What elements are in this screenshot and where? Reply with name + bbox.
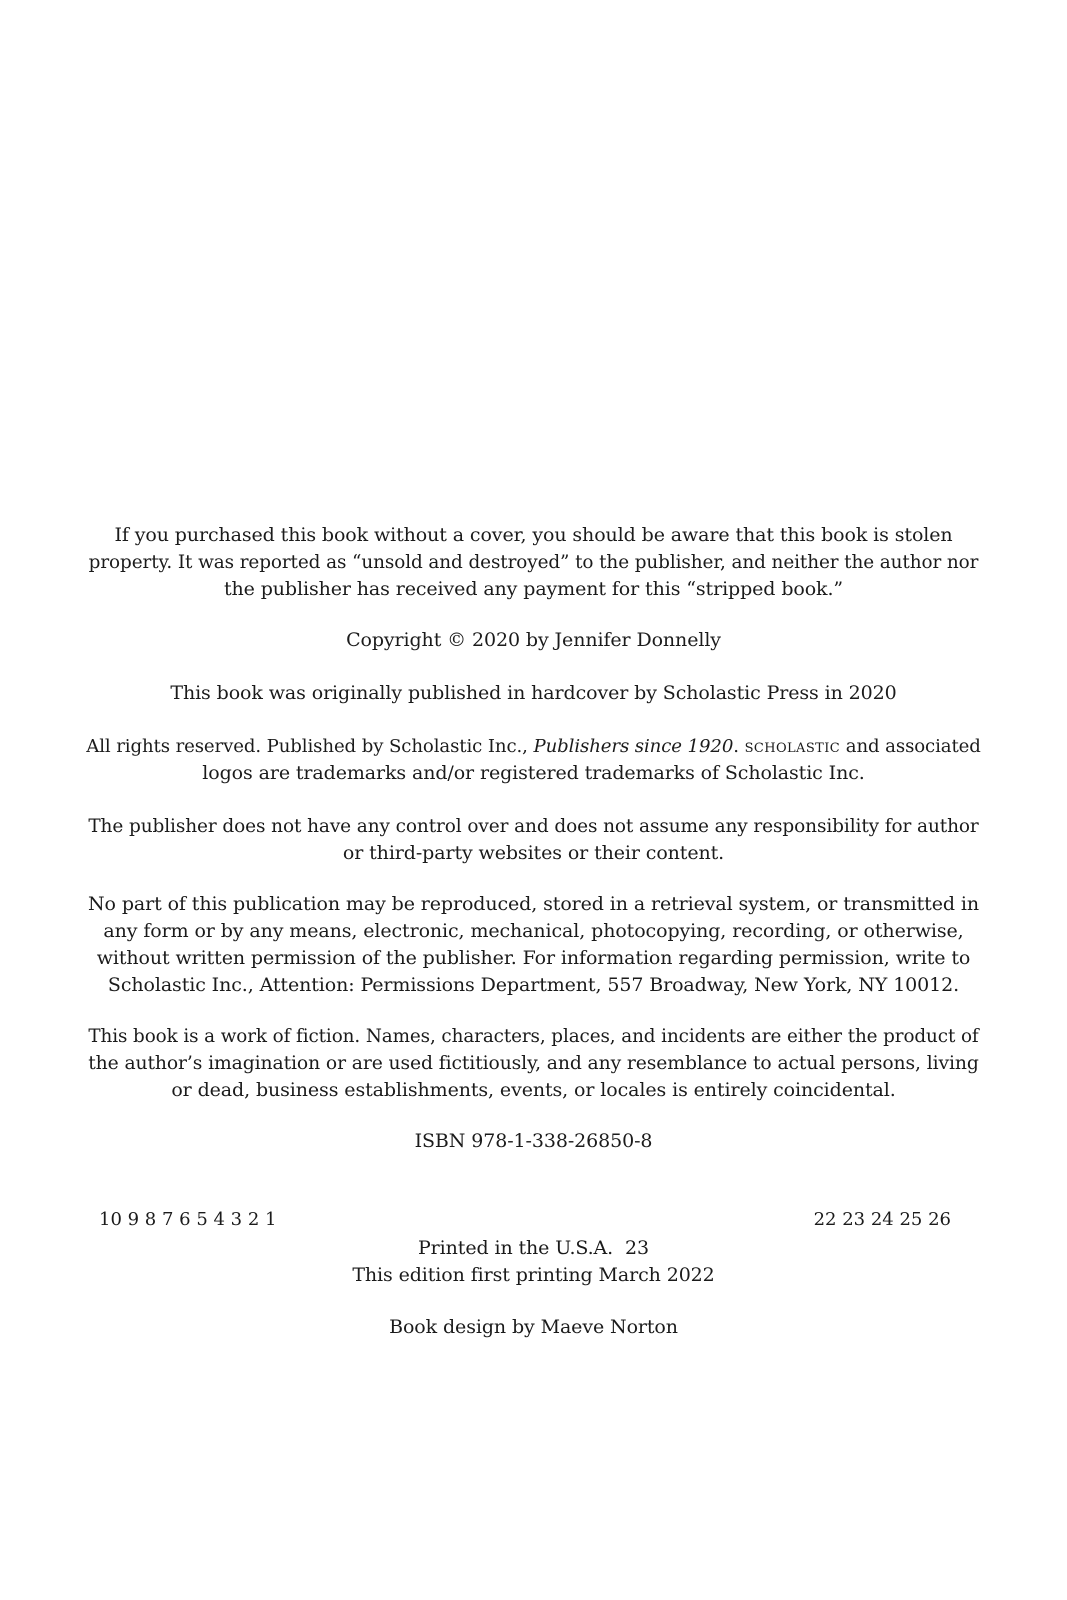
reproduction-line: without written permission of the publisher. For information regarding permission, write to [96, 947, 971, 969]
scholastic-trademark: scholastic [744, 736, 841, 757]
original-publication [86, 680, 981, 707]
original-publication-text: This book was originally published in hardcover by Scholastic Press in 2020 [170, 682, 897, 704]
design-credit-text: Book design by Maeve Norton [389, 1316, 678, 1338]
fiction-line: This book is a work of fiction. Names, characters, places, and incidents are either the product of [88, 1026, 979, 1047]
stolen-book-notice [86, 522, 981, 603]
notice-line: the publisher has received any payment for this “stripped book.” [223, 578, 844, 600]
printed-in-line: Printed in the U.S.A. 23 [418, 1237, 649, 1259]
isbn [86, 1128, 981, 1155]
disclaimer-line: or third-party websites or their content. [342, 842, 725, 864]
fiction-line: the author’s imagination or are used fictitiously, and any resemblance to actual persons, living [88, 1053, 979, 1074]
fiction-disclaimer [86, 1023, 981, 1104]
book-design-credit [86, 1314, 981, 1341]
copyright-line [86, 627, 981, 654]
rights-text: All rights reserved. Published by Scholastic Inc., [86, 736, 534, 757]
publishers-since-tagline: Publishers since 1920 [533, 736, 734, 757]
third-party-disclaimer [86, 813, 981, 867]
reproduction-notice [86, 891, 981, 999]
rights-text: and associated [840, 736, 981, 757]
reproduction-line: Scholastic Inc., Attention: Permissions Department, 557 Broadway, New York, NY 10012. [107, 974, 960, 996]
fiction-line: or dead, business establishments, events, or locales is entirely coincidental. [171, 1079, 896, 1101]
printing-year-line: 22 23 24 25 26 [813, 1209, 951, 1230]
rights-separator: . [733, 736, 745, 757]
rights-line-2: logos are trademarks and/or registered trademarks of Scholastic Inc. [202, 762, 865, 784]
edition-line: This edition first printing March 2022 [352, 1264, 715, 1286]
reproduction-line: No part of this publication may be reproduced, stored in a retrieval system, or transmitted in [88, 893, 979, 915]
notice-line: If you purchased this book without a cover, you should be aware that this book is stolen [114, 524, 953, 546]
disclaimer-line: The publisher does not have any control over and does not assume any responsibility for author [88, 816, 979, 837]
printing-info [86, 1235, 981, 1289]
notice-line: property. It was reported as “unsold and destroyed” to the publisher, and neither the author nor [88, 552, 979, 573]
printing-number-line: 10 9 8 7 6 5 4 3 2 1 [99, 1209, 277, 1230]
copyright-text: Copyright © 2020 by Jennifer Donnelly [346, 629, 721, 651]
rights-statement [86, 733, 981, 787]
reproduction-line: any form or by any means, electronic, mechanical, photocopying, recording, or otherwise, [103, 920, 964, 942]
rights-line-1 [86, 733, 981, 760]
isbn-text: ISBN 978-1-338-26850-8 [414, 1130, 653, 1152]
